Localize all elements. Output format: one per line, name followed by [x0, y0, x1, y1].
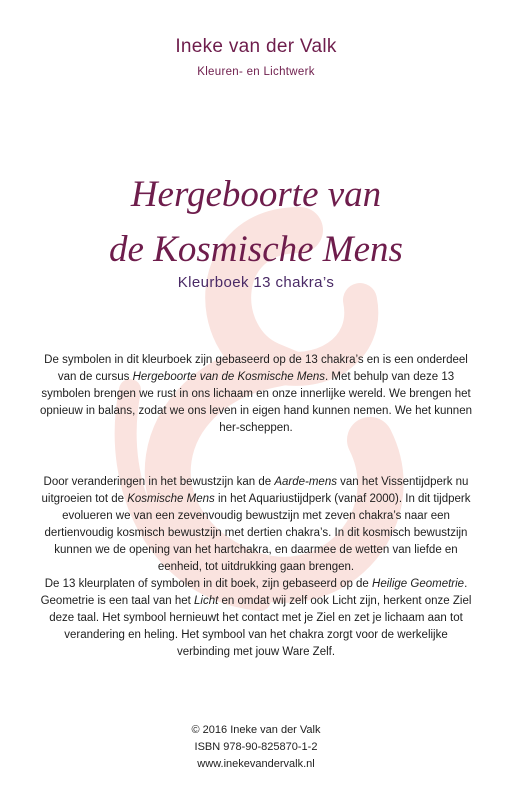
copyright-line: © 2016 Ineke van der Valk [191, 724, 321, 736]
page-subtitle: Kleurboek 13 chakra’s [177, 274, 335, 291]
consciousness-text-b: van het Vissentijdperk nu uitgroeien tot de [41, 476, 469, 505]
geometry-text-c: en omdat wij zelf ook Licht zijn, herkent onze Ziel deze taal. Het symbool hernieuwt het contact met je Ziel en zet je lichaam aan tot verandering en heling. Het symbool van het chakra zorgt voor de werkelijke verbinding met jouw Ware Zelf. [49, 595, 472, 658]
heilige-geometrie-emphasis: Heilige Geometrie [372, 578, 465, 590]
licht-emphasis: Licht [194, 595, 219, 607]
page-title-line-2: de Kosmische Mens [109, 229, 403, 270]
consciousness-text-a: Door veranderingen in het bewustzijn kan de [43, 476, 275, 488]
isbn-line: ISBN 978-90-825870-1-2 [194, 741, 318, 753]
brand-name: Ineke van der Valk [175, 36, 337, 57]
geometry-text-a: De 13 kleurplaten of symbolen in dit boek, zijn gebaseerd op de [44, 578, 373, 590]
colophon [0, 722, 512, 773]
website-line: www.inekevandervalk.nl [197, 758, 315, 770]
kosmische-mens-emphasis: Kosmische Mens [127, 493, 215, 505]
brand-tagline: Kleuren- en Lichtwerk [197, 66, 315, 78]
consciousness-text-c: in het Aquariustijdperk (vanaf 2000). In dit tijdperk evolueren we van een zevenvoudig bewustzijn met zeven chakra’s naar een dertienvoudig kosmisch bewustzijn met dertien chakra’s. In dit kosmisch bewustzijn kunnen we de opening van het hartchakra, en daarmee de wetten van liefde en eenheid, tot uitdrukking gaan brengen. [44, 493, 471, 573]
page-title-line-1: Hergeboorte van [130, 174, 382, 215]
geometry-text-b: . Geometrie is een taal van het [40, 578, 468, 607]
geometry-paragraph [40, 576, 472, 661]
intro-paragraph [40, 352, 472, 437]
intro-text-b: . Met behulp van deze 13 symbolen brengen we rust in ons lichaam en onze innerlijke wereld. We brengen het opnieuw in balans, zodat we ons leven in eigen hand kunnen nemen. We het kunnen her-scheppen. [40, 371, 472, 434]
aarde-mens-emphasis: Aarde-mens [274, 476, 337, 488]
course-title-emphasis: Hergeboorte van de Kosmische Mens [132, 371, 326, 383]
intro-text-a: De symbolen in dit kleurboek zijn gebaseerd op de 13 chakra’s en is een onderdeel van de cursus [44, 354, 468, 383]
consciousness-paragraph [40, 474, 472, 576]
